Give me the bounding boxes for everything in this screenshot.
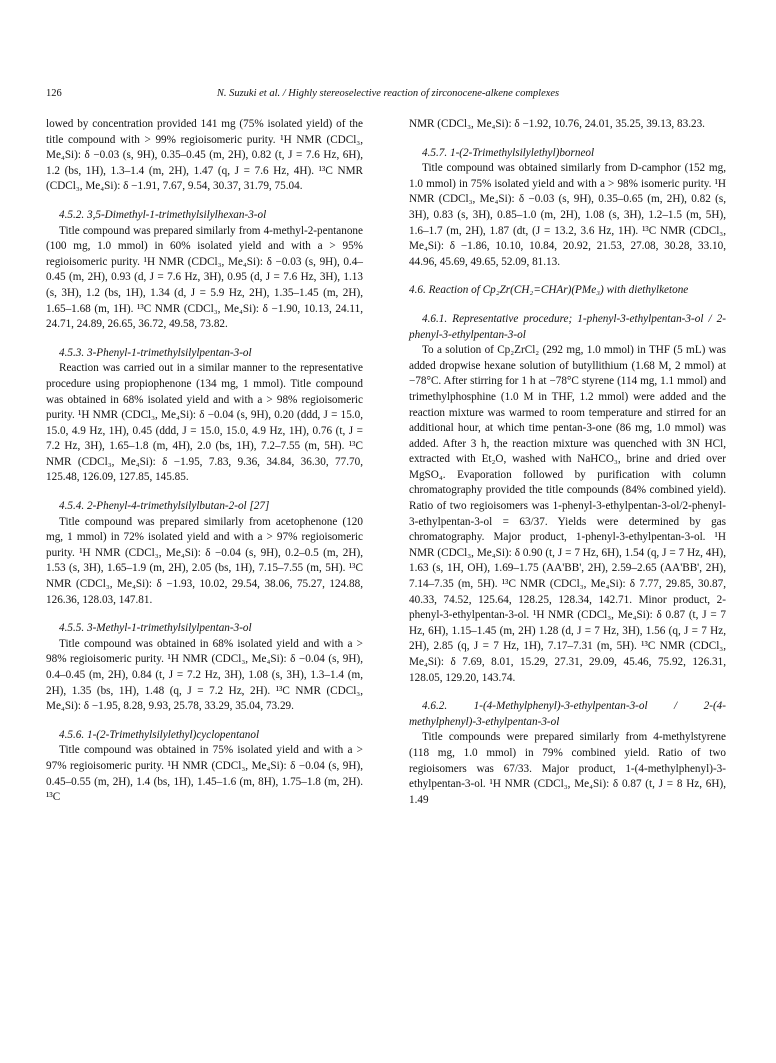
section-4-5-7-text: Title compound was obtained similarly from D-camphor (152 mg, 1.0 mmol) in 75% isolated yield and with a > 98% isomeric purity. ¹H NMR (CDCl₃, Me₄Si): δ −0.03 (s, 9H), 0.35–0.65 (m, 2H), 0.82 (s, 3H), 0.83 (s, 3H), 0.85–1.0 (m, 2H), 1.08 (s, 3H), 1.2–1.5 (m, 5H), 1.6–1.7 (m, 2H), 1.87 (dt, (J = 13.2, 3.6 Hz, 1H). ¹³C NMR (CDCl₃, Me₄Si): δ −1.86, 10.10, 10.84, 20.92, 21.53, 27.08, 30.28, 33.10, 44.96, 45.69, 49.65, 52.09, 81.13.: [409, 162, 726, 268]
right-column: [409, 117, 726, 808]
section-4-6-title: 4.6. Reaction of Cp₂Zr(CH₂=CHAr)(PMe₃) with diethylketone: [409, 284, 689, 297]
section-4-6-2-title: 4.6.2. 1-(4-Methylphenyl)-3-ethylpentan-3-ol / 2-(4-methylphenyl)-3-ethylpentan-3-ol: [409, 700, 726, 728]
running-title: N. Suzuki et al. / Highly stereoselective reaction of zirconocene-alkene complexes: [216, 88, 560, 99]
left-column: [46, 117, 363, 806]
section-4-5-3-title: 4.5.3. 3-Phenyl-1-trimethylsilylpentan-3-ol: [59, 346, 252, 359]
section-4-6-2-text: Title compounds were prepared similarly from 4-methylstyrene (118 mg, 1.0 mmol) in 79% combined yield. Ratio of two regioisomers was 67/33. Major product, 1-(4-methylphenyl)-3-ethylpentan-3-ol. ¹H NMR (CDCl₃, Me₄Si): δ 0.87 (t, J = 8 Hz, 6H), 1.49: [409, 731, 726, 806]
section-4-5-4-text: Title compound was prepared similarly from acetophenone (120 mg, 1 mmol) in 72% isolated yield and with a > 97% regioisomeric purity. ¹H NMR (CDCl₃, Me₄Si): δ −0.04 (s, 9H), 0.2–0.5 (m, 2H), 1.53 (s, 3H), 1.65–1.9 (m, 2H), 2.05 (bs, 1H), 7.15–7.55 (m, 5H). ¹³C NMR (CDCl₃, Me₄Si): δ −1.93, 10.02, 29.54, 38.06, 75.27, 124.88, 126.36, 128.03, 147.81.: [46, 515, 363, 606]
section-4-6-1-text: To a solution of Cp₂ZrCl₂ (292 mg, 1.0 mmol) in THF (5 mL) was added dropwise hexane solution of butyllithium (1.68 M, 2 mmol) at −78°C. After stirring for 1 h at −78°C styrene (114 mg, 1.1 mmol) and trimethylphosphine (1.0 M in THF, 1.2 mmol) were added and the reaction mixture was warmed to room temperature and stirred for an additional hour, at which time pentan-3-one (86 mg, 1.0 mmol) was added. After 3 h, the reaction mixture was quenched with 3N HCl, extracted with Et₂O, washed with NaHCO₃, brine and dried over MgSO₄. Evaporation followed by purification with column chromatography provided the title compounds (84% combined yield). Ratio of two regioisomers was 1-phenyl-3-ethylpentan-3-ol/2-phenyl-3-ethylpentan-3-ol = 63/37. Yields were determined by gas chromatography. Major product, 1-phenyl-3-ethylpentan-3-ol. ¹H NMR (CDCl₃, Me₄Si): δ 0.90 (t, J = 7 Hz, 6H), 1.54 (q, J = 7 Hz, 4H), 1.63 (s, 1H, OH), 1.69–1.75 (AA'BB', 2H), 2.59–2.65 (AA'BB', 2H), 7.14–7.35 (m, 5H). ¹³C NMR (CDCl₃, Me₄Si): δ 7.77, 29.85, 30.87, 40.33, 74.52, 125.64, 128.25, 128.34, 142.71. Minor product, 2-phenyl-3-ethylpentan-3-ol. ¹H NMR (CDCl₃, Me₄Si): δ 0.87 (t, J = 7 Hz, 6H), 1.15–1.45 (m, 2H) 1.28 (d, J = 7 Hz, 3H), 1.56 (q, J = 7 Hz, 2H), 2.85 (q, J = 7 Hz, 1H), 7.17–7.31 (m, 5H). ¹³C NMR (CDCl₃, Me₄Si): δ 7.69, 8.01, 15.29, 27.31, 29.09, 45.46, 75.92, 126.31, 128.05, 129.20, 143.74.: [409, 344, 726, 684]
section-4-5-6-title: 4.5.6. 1-(2-Trimethylsilylethyl)cyclopentanol: [59, 728, 260, 741]
section-4-6-1-title: 4.6.1. Representative procedure; 1-phenyl-3-ethylpentan-3-ol / 2-phenyl-3-ethylpentan-3-ol: [409, 312, 726, 341]
section-4-5-5-title: 4.5.5. 3-Methyl-1-trimethylsilylpentan-3-ol: [59, 622, 252, 635]
paragraph-intro: lowed by concentration provided 141 mg (75% isolated yield) of the title compound with > 99% regioisomeric purity. ¹H NMR (CDCl₃, Me₄Si): δ −0.03 (s, 9H), 0.35–0.45 (m, 2H), 0.82 (t, J = 7.6 Hz, 6H), 1.2 (bs, 1H), 1.3–1.4 (m, 2H), 1.47 (q, J = 7.6 Hz, 4H). ¹³C NMR (CDCl₃, Me₄Si): δ −1.91, 7.67, 9.54, 30.37, 31.79, 75.04.: [46, 118, 363, 193]
section-4-5-6-text: Title compound was obtained in 75% isolated yield and with a > 97% regioisomeric purity. ¹H NMR (CDCl₃, Me₄Si): δ −0.04 (s, 9H), 0.45–0.55 (m, 2H), 1.4 (bs, 1H), 1.45–1.6 (m, 8H), 1.75–1.8 (m, 2H). ¹³C: [46, 744, 363, 804]
page-number: 126: [46, 88, 62, 99]
section-4-5-3-text: Reaction was carried out in a similar manner to the representative procedure using propiophenone (134 mg, 1 mmol). Title compound was obtained in 68% isolated yield and with a > 98% regioisomeric purity. ¹H NMR (CDCl₃, Me₄Si): δ −0.04 (s, 9H), 0.20 (ddd, J = 15.0, 15.0, 4.9 Hz, 1H), 0.45 (ddd, J = 15.0, 15.0, 4.9 Hz, 1H), 0.76 (t, J = 7.2 Hz, 3H), 1.65–1.8 (m, 4H), 2.0 (bs, 1H), 7.2–7.55 (m, 5H). ¹³C NMR (CDCl₃, Me₄Si): δ −1.95, 7.83, 9.36, 34.84, 36.30, 77.70, 125.48, 126.09, 127.85, 145.85.: [46, 362, 363, 484]
section-4-5-5-text: Title compound was obtained in 68% isolated yield and with a > 98% regioisomeric purity. ¹H NMR (CDCl₃, Me₄Si): δ −0.04 (s, 9H), 0.4–0.45 (m, 2H), 0.84 (t, J = 7.2 Hz, 3H), 1.08 (s, 3H), 1.3–1.4 (m, 2H), 1.35 (bs, 1H), 1.48 (q, J = 7.2 Hz, 2H). ¹³C NMR (CDCl₃, Me₄Si): δ −1.95, 8.28, 9.93, 25.78, 33.29, 35.04, 73.29.: [46, 637, 363, 713]
paragraph-continued: NMR (CDCl₃, Me₄Si): δ −1.92, 10.76, 24.01, 35.25, 39.13, 83.23.: [409, 118, 705, 130]
page-header: [46, 88, 730, 104]
section-4-5-2-title: 4.5.2. 3,5-Dimethyl-1-trimethylsilylhexan-3-ol: [59, 208, 267, 221]
section-4-5-4-title: 4.5.4. 2-Phenyl-4-trimethylsilylbutan-2-ol [27]: [59, 500, 270, 513]
section-4-5-7-title: 4.5.7. 1-(2-Trimethylsilylethyl)borneol: [422, 146, 595, 159]
section-4-5-2-text: Title compound was prepared similarly from 4-methyl-2-pentanone (100 mg, 1.0 mmol) in 60% isolated yield and with a > 95% regioisomeric purity. ¹H NMR (CDCl₃, Me₄Si): δ −0.03 (s, 9H), 0.4–0.45 (m, 2H), 0.93 (d, J = 7.6 Hz, 3H), 0.95 (d, J = 7.6 Hz, 3H), 1.13 (s, 3H), 1.2 (bs, 1H), 1.34 (d, J = 5.9 Hz, 2H), 1.35–1.45 (m, 2H), 1.65–1.68 (m, 1H). ¹³C NMR (CDCl₃, Me₄Si): δ −1.90, 10.13, 24.11, 24.71, 24.89, 26.65, 36.72, 49.58, 73.82.: [46, 224, 363, 331]
